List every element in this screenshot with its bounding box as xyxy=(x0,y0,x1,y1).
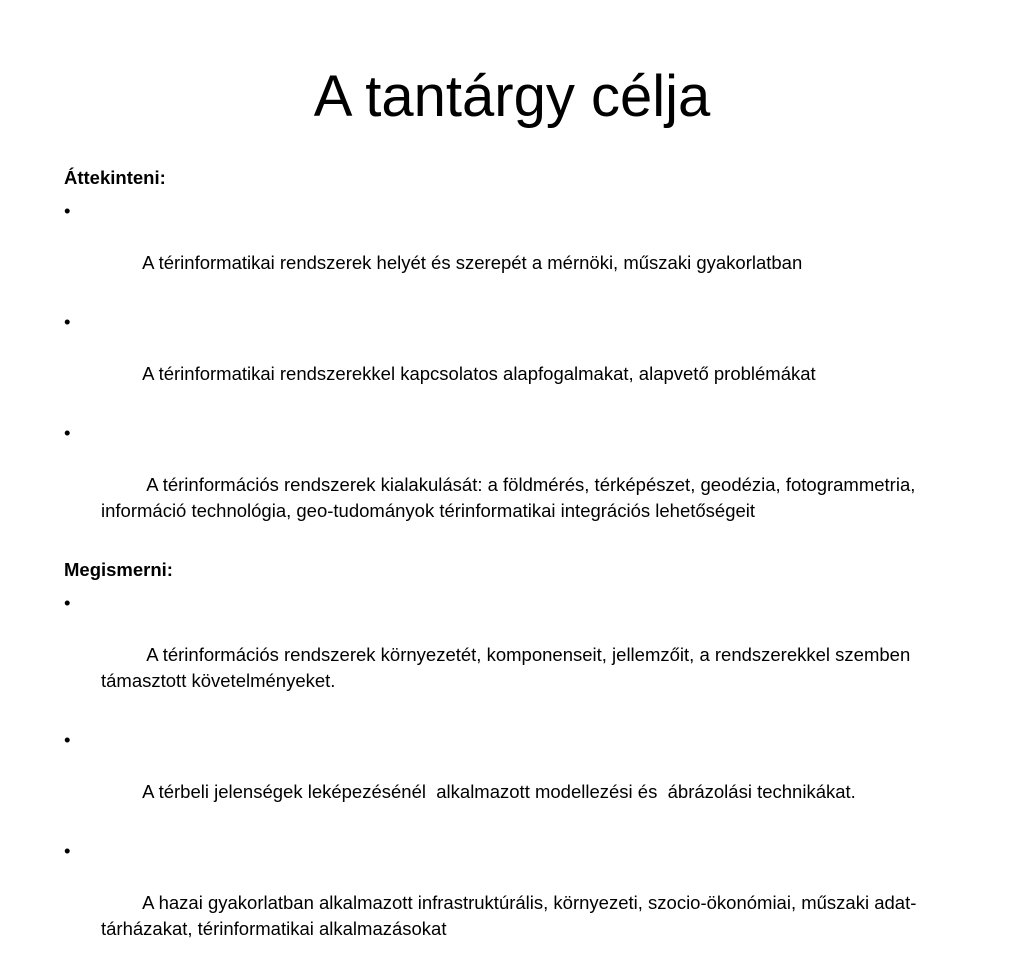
bullet-text: A térinformatikai rendszerek helyét és szerepét a mérnöki, műszaki gyakorlatban xyxy=(142,252,803,273)
section-heading-megismerni: Megismerni: xyxy=(64,559,173,580)
bullet-text: A hazai gyakorlatban alkalmazott infrastruktúrális, környezeti, szocio-ökonómiai, műszaki adat-tárházakat, térinformatikai alkalmazásokat xyxy=(101,892,917,939)
bullet-icon: • xyxy=(64,592,71,613)
bullet-icon: • xyxy=(64,422,71,443)
bullet-icon: • xyxy=(64,311,71,332)
bullet-text: A térinformatikai rendszerekkel kapcsolatos alapfogalmakat, alapvető problémákat xyxy=(142,363,816,384)
bullet-icon: • xyxy=(64,729,71,750)
bullet-text: A térinformációs rendszerek kialakulását: a földmérés, térképészet, geodézia, fotogrammetria, információ technológia, geo-tudományok térinformatikai integrációs lehetőségeit xyxy=(101,474,921,521)
slide-title: A tantárgy célja xyxy=(313,64,711,129)
bullet-text: A térbeli jelenségek leképezésénél alkalmazott modellezési és ábrázolási technikákat. xyxy=(142,781,856,802)
bullet-item xyxy=(64,420,964,550)
bullet-list-attekinteni xyxy=(64,198,964,550)
bullet-icon: • xyxy=(64,840,71,861)
bullet-list-megismerni xyxy=(64,590,964,968)
bullet-icon: • xyxy=(64,200,71,221)
bullet-item xyxy=(64,198,964,302)
bullet-item xyxy=(64,727,964,831)
section-heading-attekinteni: Áttekinteni: xyxy=(64,167,166,188)
bullet-text: A térinformációs rendszerek környezetét, komponenseit, jellemzőit, a rendszerekkel szemben támasztott követelményeket. xyxy=(101,644,916,691)
slide-content xyxy=(64,165,964,975)
bullet-item xyxy=(64,590,964,720)
bullet-item xyxy=(64,838,964,968)
bullet-item xyxy=(64,309,964,413)
